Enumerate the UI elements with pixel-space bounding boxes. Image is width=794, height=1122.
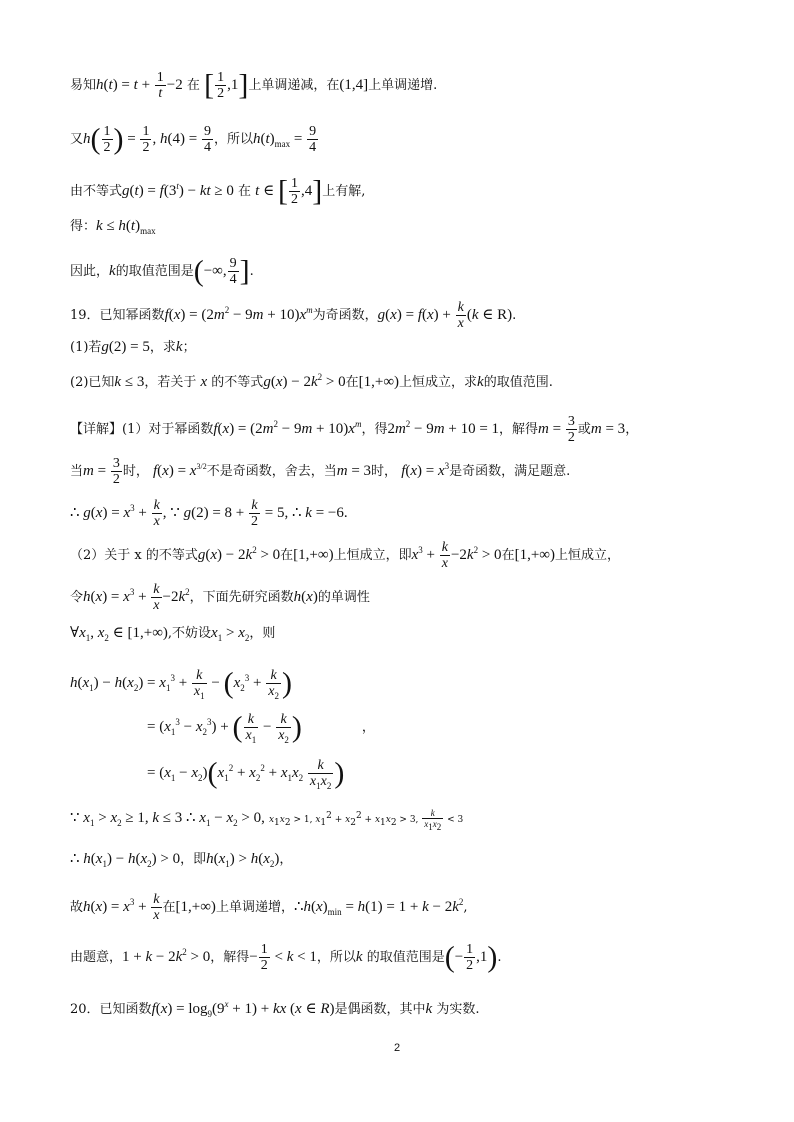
solution-line-4: （2）关于 x 的不等式$g(x) - 2k^2 > 0$在[1,+∞)上恒成立，即$x^3$ + $\frac{k}{x}$ $-2k^2 > 0$在[1,+∞)上恒成立， — [70, 540, 620, 571]
text-line-1: 易知h(t) = t + $\frac{1}{t}$ −2 在 [ $\frac{1}{2}$ ,1]上单调递减，在(1,4]上单调递增. — [70, 68, 438, 102]
text-line-3: 由不等式$g(t) = f(3^t)$ − kt ≥ 0 在 t ∈ [ $\frac{1}{2}$ ,4]上有解, — [70, 174, 366, 208]
solution-line-10: ∵ $x_1 > x_2 \ge 1$, k ≤ 3 ∴ $x_1 - x_2 > 0$, $x_1x_2 > 1$, $x_1^2 + x_2^2 + x_1x_2 > 3$, $\frac{k}{x_1x_2}$ < 3 — [70, 808, 464, 832]
text-line-4: 得：$k \le h(t)_{max}$ — [70, 218, 156, 236]
solution-line-11: ∴ $h(x_1) - h(x_2) > 0$，即$h(x_1) > h(x_2)$， — [70, 851, 293, 869]
solution-line-2: 当m = $\frac{3}{2}$ 时， $f(x) = x^{3/2}$不是奇函数，舍去，当m = 3时， $f(x) = x^3$是奇函数，满足题意. — [70, 456, 571, 487]
derivation-line-1: $h(x_1) - h(x_2) = x_1^3$ + $\frac{k}{x_1}$ − ($x_2^3$ + $\frac{k}{x_2}$ ) — [70, 666, 292, 701]
question-19-part-2: (2)已知k ≤ 3，若关于 x 的不等式$g(x) - 2k^2 > 0$在[1,+∞)上恒成立，求k的取值范围. — [70, 372, 553, 390]
solution-line-3: ∴ $g(x) = x^3$ + $\frac{k}{x}$ , ∵ g(2) = 8 + $\frac{k}{2}$ = 5, ∴ k = −6. — [70, 498, 348, 529]
question-19-part-1: (1)若g(2) = 5，求k； — [70, 339, 196, 355]
question-19: 19．已知幂函数$f(x) = (2m^2 - 9m + 10)x^m$为奇函数，g(x) = f(x) + $\frac{k}{x}$ (k ∈ R). — [70, 300, 517, 331]
derivation-line-3: = $(x_1 - x_2)(x_1^2 + x_2^2 + x_1x_2$ $\frac{k}{x_1x_2}$ ) — [147, 756, 345, 791]
question-20: 20．已知函数$f(x) = \log_9(9^x + 1)$ + kx (x ∈ R)是偶函数，其中k 为实数. — [70, 999, 480, 1019]
page-number: 2 — [394, 1042, 401, 1054]
solution-line-5: 令$h(x) = x^3$ + $\frac{k}{x}$ $-2k^2$，下面先研究函数h(x)的单调性 — [70, 582, 370, 613]
solution-line-6: $\forall x_1$, $x_2$ ∈ [1,+∞),不妨设$x_1 > x_2$，则 — [70, 625, 276, 643]
text-line-2: 又h( $\frac{1}{2}$ ) = $\frac{1}{2}$ , h(4) = $\frac{9}{4}$ ，所以$h(t)_{max}$ = $\frac{9}{4}$ — [70, 122, 317, 156]
solution-line-13: 由题意，$1 + k - 2k^2 > 0$，解得− $\frac{1}{2}$ < k < 1，所以k 的取值范围是(− $\frac{1}{2}$ ,1). — [70, 940, 502, 974]
solution-line-1: 【详解】(1）对于幂函数$f(x) = (2m^2 - 9m + 10)x^m$，得$2m^2 - 9m + 10 = 1$，解得m = $\frac{3}{2}$ 或m = 3， — [70, 414, 639, 445]
solution-line-12: 故$h(x) = x^3$ + $\frac{k}{x}$ 在[1,+∞)上单调递增，$\therefore h(x)_{min} = h(1) = 1 + k - 2k^2$, — [70, 892, 468, 923]
text-line-5: 因此，k的取值范围是(−∞, $\frac{9}{4}$ ]. — [70, 254, 254, 288]
derivation-line-2: = $(x_1^3 - x_2^3)$ + ( $\frac{k}{x_1}$ − $\frac{k}{x_2}$ ) ， — [147, 710, 375, 745]
